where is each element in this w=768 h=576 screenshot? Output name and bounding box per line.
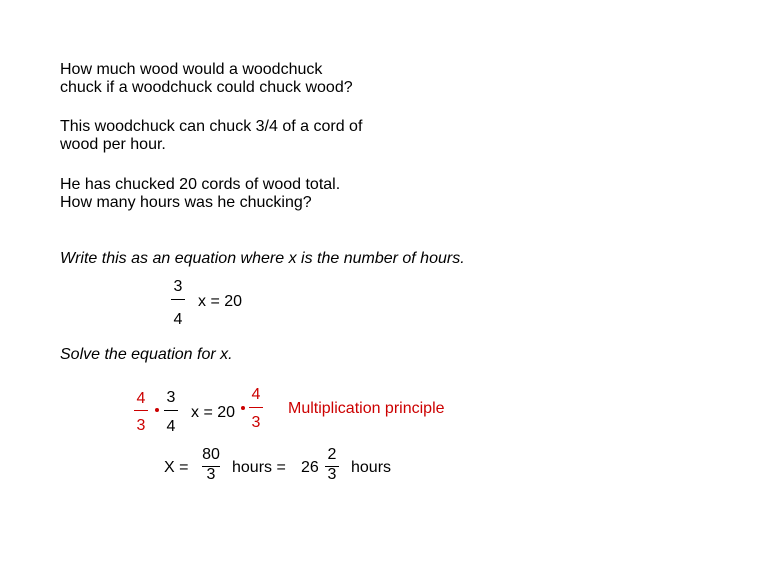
eq1-fraction-denominator: 4 (173, 311, 183, 328)
eq2-left-fraction-bar (134, 410, 148, 411)
problem-line-1: How much wood would a woodchuck (60, 61, 323, 78)
problem-line-6: How many hours was he chucking? (60, 194, 312, 211)
solution-fraction2-denominator: 3 (327, 466, 337, 483)
eq1-rest: x = 20 (198, 293, 243, 310)
eq2-middle-text: x = 20 (191, 404, 236, 421)
eq2-multiply-dot-right (241, 406, 245, 410)
eq2-mid-fraction-numerator: 3 (166, 389, 176, 406)
eq2-left-fraction-numerator: 4 (136, 390, 146, 407)
eq1-fraction-numerator: 3 (173, 278, 183, 295)
eq2-left-fraction-denominator: 3 (136, 417, 146, 434)
solution-whole-number: 26 (301, 459, 319, 476)
problem-line-5: He has chucked 20 cords of wood total. (60, 176, 341, 193)
eq2-right-fraction-bar (249, 407, 263, 408)
solution-fraction1-denominator: 3 (206, 466, 216, 483)
problem-line-3: This woodchuck can chuck 3/4 of a cord of (60, 118, 363, 135)
problem-line-2: chuck if a woodchuck could chuck wood? (60, 79, 353, 96)
instruction-solve: Solve the equation for x. (60, 346, 233, 363)
eq2-right-fraction-numerator: 4 (251, 386, 261, 403)
eq2-mid-fraction-denominator: 4 (166, 418, 176, 435)
multiplication-principle-label: Multiplication principle (288, 400, 445, 417)
solution-mid-text: hours = (232, 459, 286, 476)
eq2-mid-fraction-bar (164, 410, 178, 411)
instruction-write-equation: Write this as an equation where x is the number of hours. (60, 250, 465, 267)
solution-fraction1-numerator: 80 (202, 446, 220, 463)
problem-line-4: wood per hour. (60, 136, 166, 153)
eq2-right-fraction-denominator: 3 (251, 414, 261, 431)
solution-fraction2-numerator: 2 (327, 446, 337, 463)
solution-prefix: X = (164, 459, 189, 476)
eq1-fraction-bar (171, 299, 185, 300)
eq2-multiply-dot-left (155, 408, 159, 412)
solution-suffix: hours (351, 459, 392, 476)
